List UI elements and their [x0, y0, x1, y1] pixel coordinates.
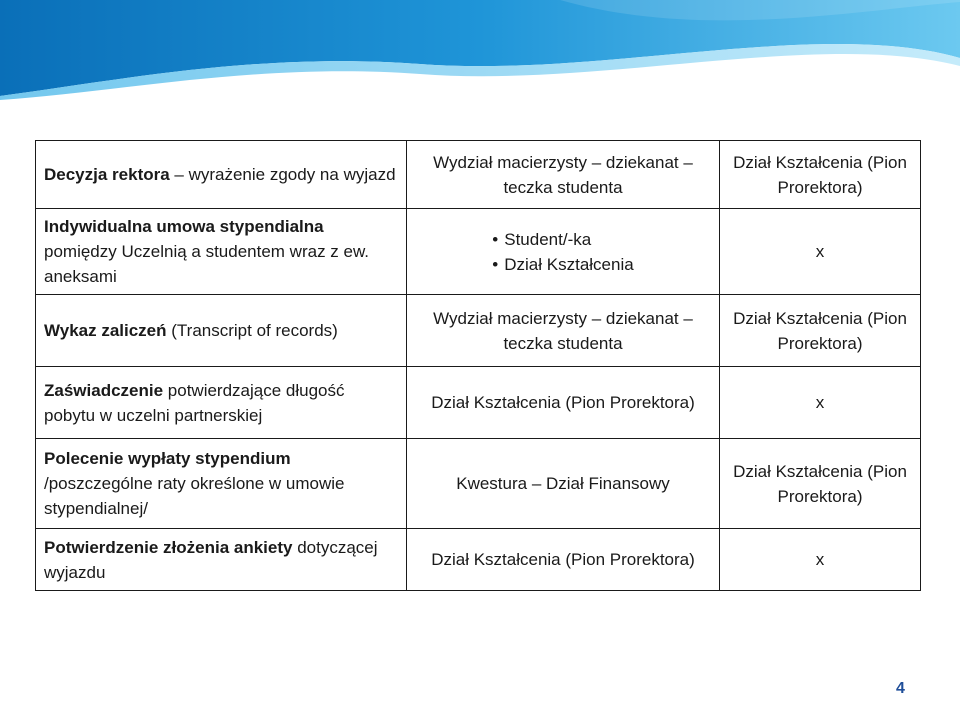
responsible-unit-cell: Wydział macierzysty – dziekanat – teczka studenta — [407, 141, 720, 209]
document-name-cell — [36, 209, 407, 295]
document-name-bold: Wykaz zaliczeń — [44, 321, 167, 340]
header-wave-banner — [0, 0, 960, 100]
responsible-unit-cell: Kwestura – Dział Finansowy — [407, 439, 720, 529]
document-name-bold: Indywidualna umowa stypendialna — [44, 217, 324, 236]
document-name-bold: Decyzja rektora — [44, 165, 170, 184]
document-name-cell — [36, 439, 407, 529]
document-name-text: pomiędzy Uczelnią a studentem wraz z ew. aneksami — [44, 242, 370, 286]
document-name-text: dotyczącej wyjazdu — [44, 537, 378, 582]
table-row — [36, 439, 921, 529]
document-name-cell — [36, 141, 407, 209]
copy-unit-cell: x — [720, 209, 921, 295]
table-row — [36, 209, 921, 295]
document-name-text: potwierdzające długość pobytu w uczelni partnerskiej — [44, 380, 345, 425]
responsible-unit-cell — [407, 209, 720, 295]
document-name-cell — [36, 367, 407, 439]
documents-table — [35, 140, 921, 591]
document-name-bold: Potwierdzenie złożenia ankiety — [44, 537, 293, 557]
list-item: • Dział Kształcenia — [492, 252, 633, 277]
page-number: 4 — [896, 680, 905, 697]
copy-unit-cell: Dział Kształcenia (Pion Prorektora) — [720, 295, 921, 367]
table-row — [36, 367, 921, 439]
document-name-cell — [36, 295, 407, 367]
document-name-bold: Zaświadczenie — [44, 380, 164, 400]
list-item: • Student/-ka — [492, 227, 633, 252]
document-name-text: – wyrażenie zgody na wyjazd — [169, 165, 396, 184]
table-row — [36, 141, 921, 209]
copy-unit-cell: Dział Kształcenia (Pion Prorektora) — [720, 439, 921, 529]
responsible-units-list — [492, 227, 633, 277]
copy-unit-cell: x — [720, 367, 921, 439]
responsible-unit-cell: Dział Kształcenia (Pion Prorektora) — [407, 529, 720, 591]
document-name-text: (Transcript of records) — [166, 321, 338, 340]
responsible-unit-cell: Wydział macierzysty – dziekanat – teczka studenta — [407, 295, 720, 367]
copy-unit-cell: x — [720, 529, 921, 591]
table-row — [36, 529, 921, 591]
copy-unit-cell: Dział Kształcenia (Pion Prorektora) — [720, 141, 921, 209]
document-name-text: /poszczególne raty określone w umowie stypendialnej/ — [44, 474, 345, 518]
responsible-unit-cell: Dział Kształcenia (Pion Prorektora) — [407, 367, 720, 439]
document-name-cell — [36, 529, 407, 591]
document-name-bold: Polecenie wypłaty stypendium — [44, 449, 291, 468]
table-row — [36, 295, 921, 367]
